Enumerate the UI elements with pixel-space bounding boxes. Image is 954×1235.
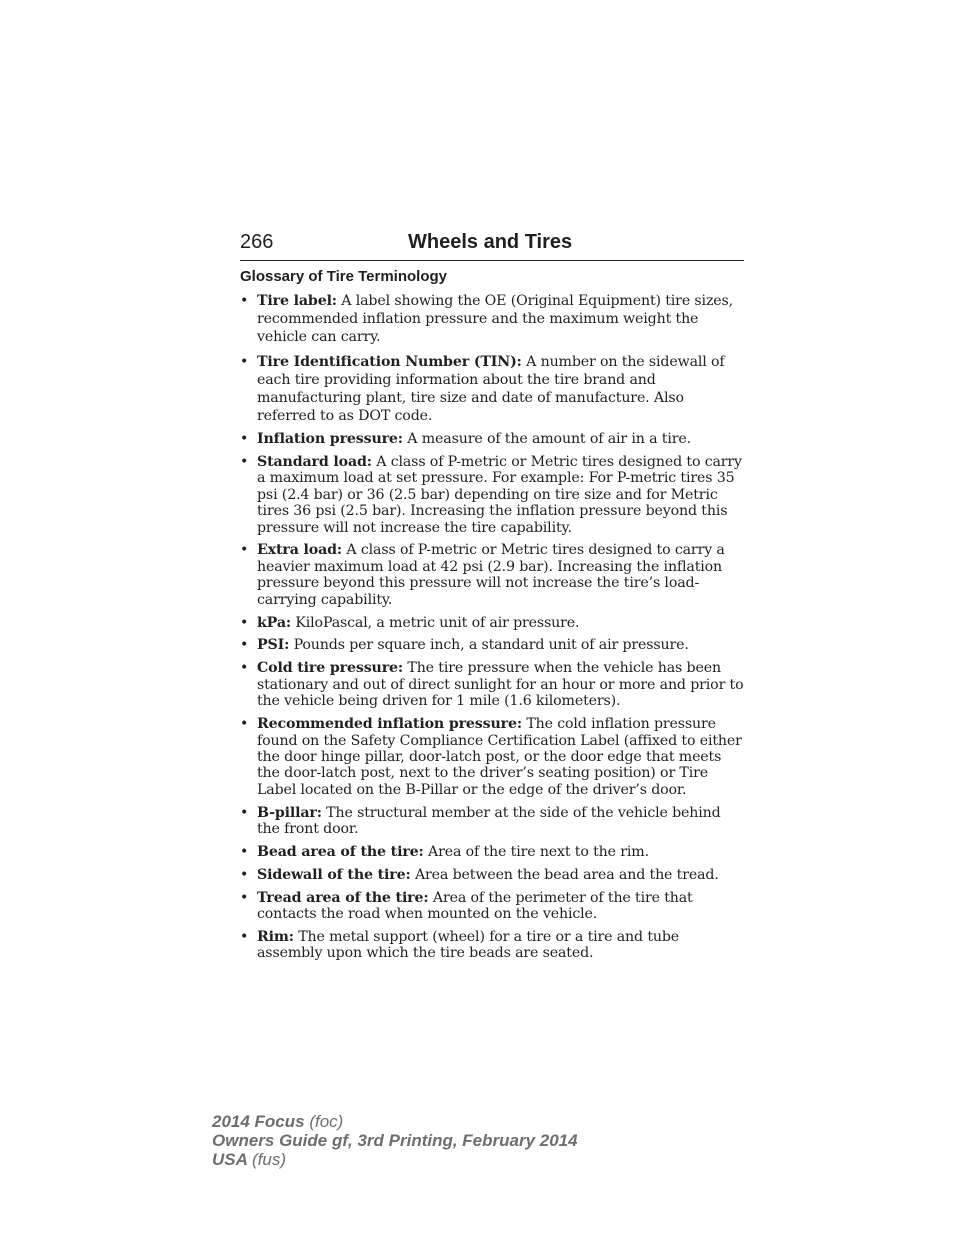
glossary-term: PSI: [257, 637, 290, 654]
glossary-definition: A class of P-metric or Metric tires designed to carry a maximum load at set pressure. For example: For P-metric tires 35 psi (2.4 bar) or 36 (2.5 bar) depending on tire size and for Metric tires 36 psi (2.5 bar). Increasing the inflation pressure beyond this pressure will not increase the tire capability. [257, 453, 742, 536]
glossary-definition: A label showing the OE (Original Equipment) tire sizes, recommended inflation pressure and the maximum weight the vehicle can carry. [257, 293, 734, 345]
glossary-item [240, 929, 746, 962]
glossary-term: Bead area of the tire: [257, 843, 424, 860]
glossary-definition: Pounds per square inch, a standard unit of air pressure. [293, 637, 689, 654]
glossary-list [240, 292, 746, 968]
page-number: 266 [240, 231, 274, 253]
glossary-term: Extra load: [257, 542, 342, 559]
page-header [240, 228, 744, 261]
section-heading: Glossary of Tire Terminology [240, 268, 447, 285]
footer-market-line [212, 1150, 578, 1169]
glossary-term: Recommended inflation pressure: [257, 716, 522, 733]
glossary-definition: A measure of the amount of air in a tire. [407, 431, 691, 447]
glossary-term: Sidewall of the tire: [257, 866, 411, 883]
glossary-definition: KiloPascal, a metric unit of air pressure. [295, 614, 580, 631]
glossary-term: Cold tire pressure: [257, 660, 403, 677]
glossary-term: Tire Identification Number (TIN): [257, 353, 522, 370]
glossary-term: Rim: [257, 929, 294, 946]
footer-guide: Owners Guide gf, 3rd Printing, February 2014 [212, 1131, 578, 1150]
glossary-definition: The metal support (wheel) for a tire or a tire and tube assembly upon which the tire beads are seated. [257, 929, 680, 962]
glossary-item [240, 637, 746, 653]
footer-model: 2014 Focus [212, 1112, 305, 1131]
glossary-item [240, 844, 746, 860]
glossary-definition: The cold inflation pressure found on the Safety Compliance Certification Label (affixed to either the door hinge pillar, door-latch post, or the door edge that meets the door-latch post, next to the driver’s seating position) or Tire Label located on the B-Pillar or the edge of the driver’s door. [257, 716, 742, 798]
page-footer [212, 1112, 578, 1169]
glossary-term: Inflation pressure: [257, 431, 403, 447]
glossary-item [240, 867, 746, 883]
glossary-term: B-pillar: [257, 804, 322, 821]
glossary-term: Tire label: [257, 293, 337, 309]
glossary-item [240, 890, 746, 923]
chapter-title: Wheels and Tires [408, 231, 573, 253]
glossary-item [240, 660, 746, 709]
glossary-item [240, 292, 746, 346]
glossary-definition: The tire pressure when the vehicle has been stationary and out of direct sunlight for an hour or more and prior to the vehicle being driven for 1 mile (1.6 kilometers). [257, 660, 744, 710]
glossary-definition: Area of the tire next to the rim. [428, 843, 649, 860]
glossary-definition: The structural member at the side of the vehicle behind the front door. [257, 804, 721, 838]
glossary-term: kPa: [257, 614, 291, 631]
glossary-item [240, 542, 746, 608]
glossary-definition: A class of P-metric or Metric tires designed to carry a heavier maximum load at 42 psi (2.9 bar). Increasing the inflation pressure beyond this pressure will not increase the tire’s load-carrying capability. [257, 542, 725, 608]
glossary-definition: A number on the sidewall of each tire providing information about the tire brand and manufacturing plant, tire size and date of manufacture. Also referred to as DOT code. [257, 353, 725, 424]
footer-model-code: (foc) [309, 1112, 344, 1131]
footer-model-line [212, 1112, 578, 1131]
glossary-item [240, 615, 746, 631]
glossary-item [240, 716, 746, 798]
glossary-term: Standard load: [257, 453, 372, 470]
footer-market: USA [212, 1150, 248, 1169]
glossary-item [240, 431, 746, 447]
glossary-item [240, 805, 746, 838]
glossary-term: Tread area of the tire: [257, 889, 429, 906]
footer-market-code: (fus) [252, 1150, 286, 1169]
glossary-definition: Area between the bead area and the tread. [414, 866, 719, 883]
glossary-item [240, 454, 746, 536]
glossary-item [240, 353, 746, 425]
glossary-definition: Area of the perimeter of the tire that contacts the road when mounted on the vehicle. [257, 889, 693, 923]
footer-guide-line [212, 1131, 578, 1150]
